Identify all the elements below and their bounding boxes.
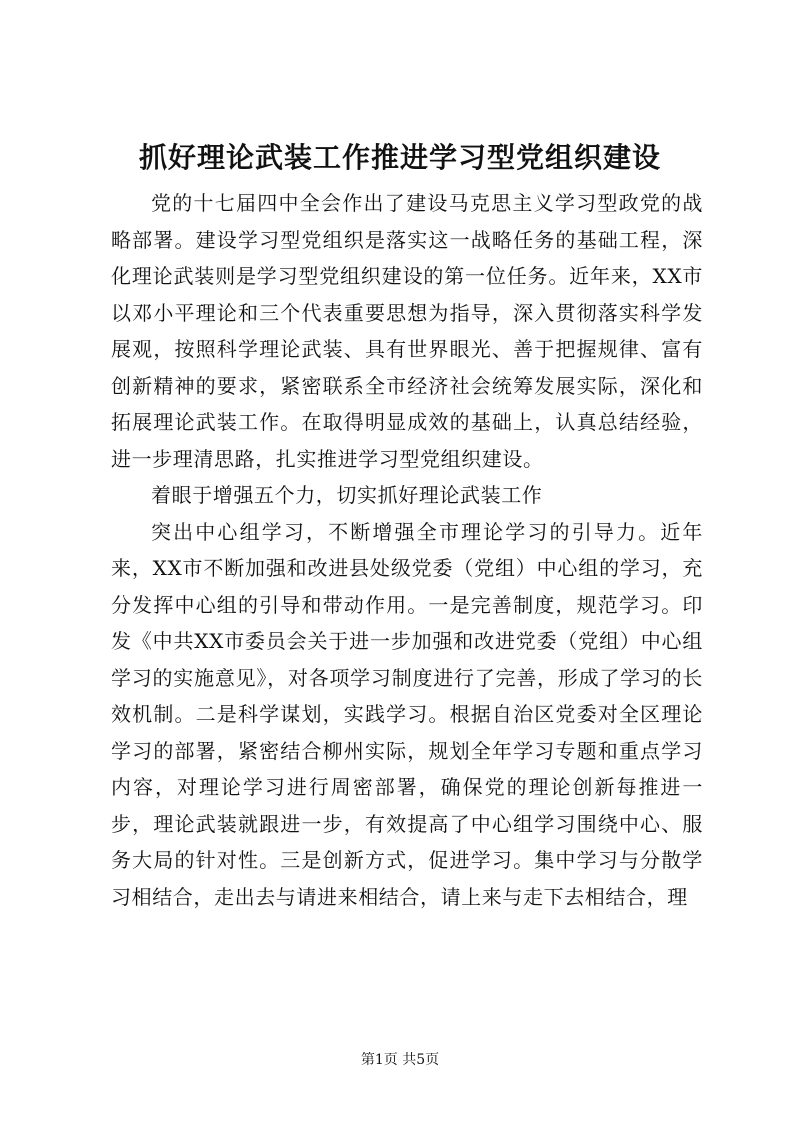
paragraph-central-group-study: 突出中心组学习，不断增强全市理论学习的引导力。近年来，XX市不断加强和改进县处级党委（党组）中心组的学习，充分发挥中心组的引导和带动作用。一是完善制度，规范学习。印发《中共XX市委员会关于进一步加强和改进党委（党组）中心组学习的实施意见》，对各项学习制度进行了完善，形成了学习的长效机制。二是科学谋划，实践学习。根据自治区党委对全区理论学习的部署，紧密结合柳州实际，规划全年学习专题和重点学习内容，对理论学习进行周密部署，确保党的理论创新每推进一步，理论武装就跟进一步，有效提高了中心组学习围绕中心、服务大局的针对性。三是创新方式，促进学习。集中学习与分散学习相结合，走出去与请进来相结合，请上来与走下去相结合，理 — [111, 519, 703, 909]
page-number: 第1页 共5页 — [360, 1052, 440, 1068]
section-heading: 着眼于增强五个力，切实抓好理论武装工作 — [151, 483, 543, 507]
document-body — [111, 185, 703, 915]
page-footer — [0, 1050, 800, 1070]
document-title: 抓好理论武装工作推进学习型党组织建设 — [138, 141, 661, 174]
paragraph-intro: 党的十七届四中全会作出了建设马克思主义学习型政党的战略部署。建设学习型党组织是落实这一战略任务的基础工程，深化理论武装则是学习型党组织建设的第一位任务。近年来，XX市以邓小平理论和三个代表重要思想为指导，深入贯彻落实科学发展观，按照科学理论武装、具有世界眼光、善于把握规律、富有创新精神的要求，紧密联系全市经济社会统筹发展实际，深化和拓展理论武装工作。在取得明显成效的基础上，认真总结经验，进一步理清思路，扎实推进学习型党组织建设。 — [111, 191, 703, 471]
